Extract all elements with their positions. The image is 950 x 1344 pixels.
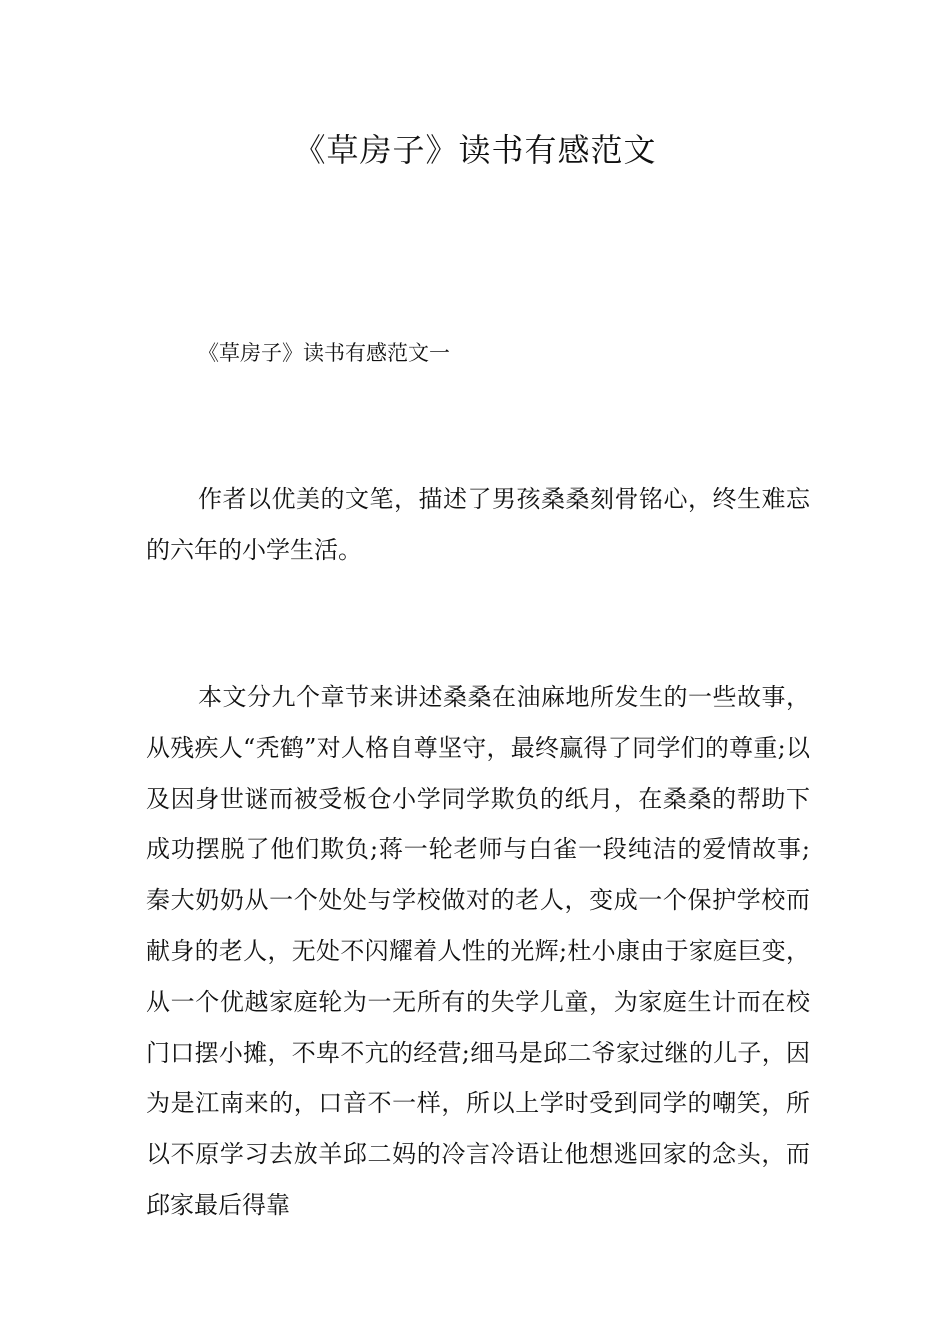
section-heading: 《草房子》读书有感范文一 <box>198 341 450 365</box>
paragraph-2: 本文分九个章节来讲述桑桑在油麻地所发生的一些故事，从残疾人“秃鹤”对人格自尊坚守，最终赢得了同学们的尊重;以及因身世谜而被受板仓小学同学欺负的纸月，在桑桑的帮助下成功摆脱了他们欺负;蒋一轮老师与白雀一段纯洁的爱情故事;秦大奶奶从一个处处与学校做对的老人，变成一个保护学校而献身的老人，无处不闪耀着人性的光辉;杜小康由于家庭巨变，从一个优越家庭轮为一无所有的失学儿童，为家庭生计而在校门口摆小摊，不卑不亢的经营;细马是邱二爷家过继的儿子，因为是江南来的，口音不一样，所以上学时受到同学的嘲笑，所以不原学习去放羊邱二妈的冷言冷语让他想逃回家的念头，而邱家最后得靠 <box>146 683 810 1219</box>
paragraph-1: 作者以优美的文笔，描述了男孩桑桑刻骨铭心，终生难忘的六年的小学生活。 <box>146 485 810 564</box>
document-title: 《草房子》读书有感范文 <box>293 131 657 169</box>
